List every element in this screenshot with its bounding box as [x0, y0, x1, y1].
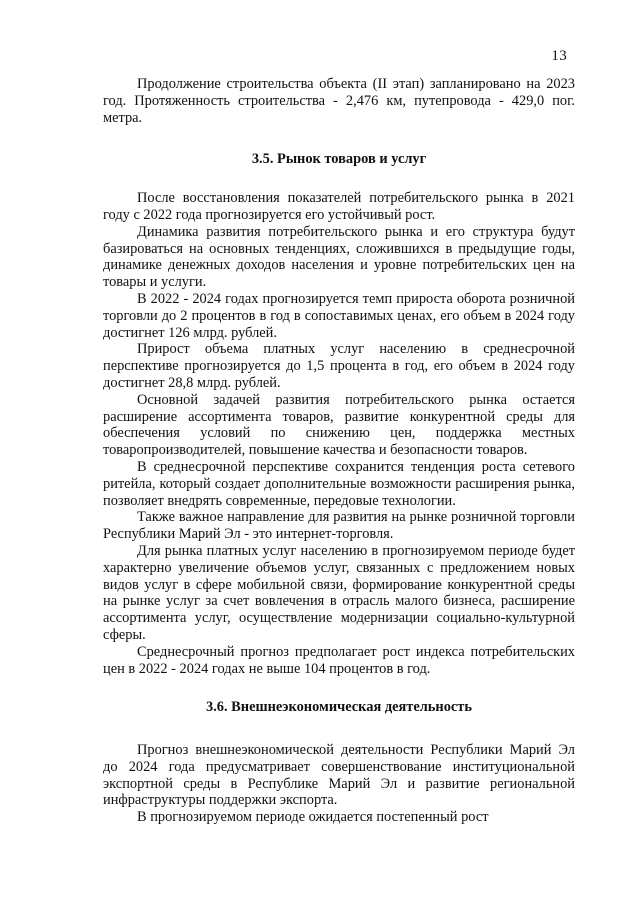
page-number: 13 [551, 48, 567, 64]
paragraph: Основной задачей развития потребительского рынка остается расширение ассортимента товаров, развитие конкурентной среды для обеспечения условий по снижению цен, поддержка местных товаропроизводителей, повышение качества и безопасности товаров. [103, 391, 575, 459]
paragraph: После восстановления показателей потребительского рынка в 2021 году с 2022 года прогнозируется его устойчивый рост. [103, 190, 575, 223]
section-heading-3-5: 3.5. Рынок товаров и услуг [251, 151, 427, 168]
paragraph: Для рынка платных услуг населению в прогнозируемом периоде будет характерно увеличение объемов услуг, связанных с предложением новых видов услуг в сфере мобильной связи, формирование конкурентной среды на рынке услуг за счет вовлечения в отрасль малого бизнеса, расширение ассортимента услуг, осуществление модернизации социально-культурной сферы. [103, 542, 575, 643]
paragraph: Прогноз внешнеэкономической деятельности Республики Марий Эл до 2024 года предусматривает совершенствование институциональной экспортной среды в Республике Марий Эл и развитие региональной инфраструктуры поддержки экспорта. [103, 742, 575, 809]
paragraph: В 2022 - 2024 годах прогнозируется темп прироста оборота розничной торговли до 2 процентов в год в сопоставимых ценах, его объем в 2024 году достигнет 126 млрд. рублей. [103, 290, 575, 341]
paragraph: В прогнозируемом периоде ожидается постепенный рост [137, 809, 489, 826]
intro-paragraph: Продолжение строительства объекта (II этап) запланировано на 2023 год. Протяженность строительства - 2,476 км, путепровода - 429,0 пог. метра. [103, 76, 575, 126]
paragraph: В среднесрочной перспективе сохранится тенденция роста сетевого ритейла, который создает дополнительные возможности расширения рынка, позволяет внедрять современные, передовые технологии. [103, 458, 575, 509]
section-heading-3-6: 3.6. Внешнеэкономическая деятельность [206, 699, 472, 716]
paragraph: Динамика развития потребительского рынка и его структура будут базироваться на основных тенденциях, сложившихся в предыдущие годы, динамике денежных доходов населения и уровне потребительских цен на товары и услуги. [103, 223, 575, 291]
paragraph: Также важное направление для развития на рынке розничной торговли Республики Марий Эл - это интернет-торговля. [103, 509, 575, 543]
page-content [103, 76, 575, 826]
section-3-6-body [103, 742, 575, 826]
section-3-5-body [103, 190, 575, 677]
paragraph: Среднесрочный прогноз предполагает рост индекса потребительских цен в 2022 - 2024 годах не выше 104 процентов в год. [103, 643, 575, 677]
paragraph: Прирост объема платных услуг населению в среднесрочной перспективе прогнозируется до 1,5 процента в год, его объем в 2024 году достигнет 28,8 млрд. рублей. [103, 341, 575, 391]
